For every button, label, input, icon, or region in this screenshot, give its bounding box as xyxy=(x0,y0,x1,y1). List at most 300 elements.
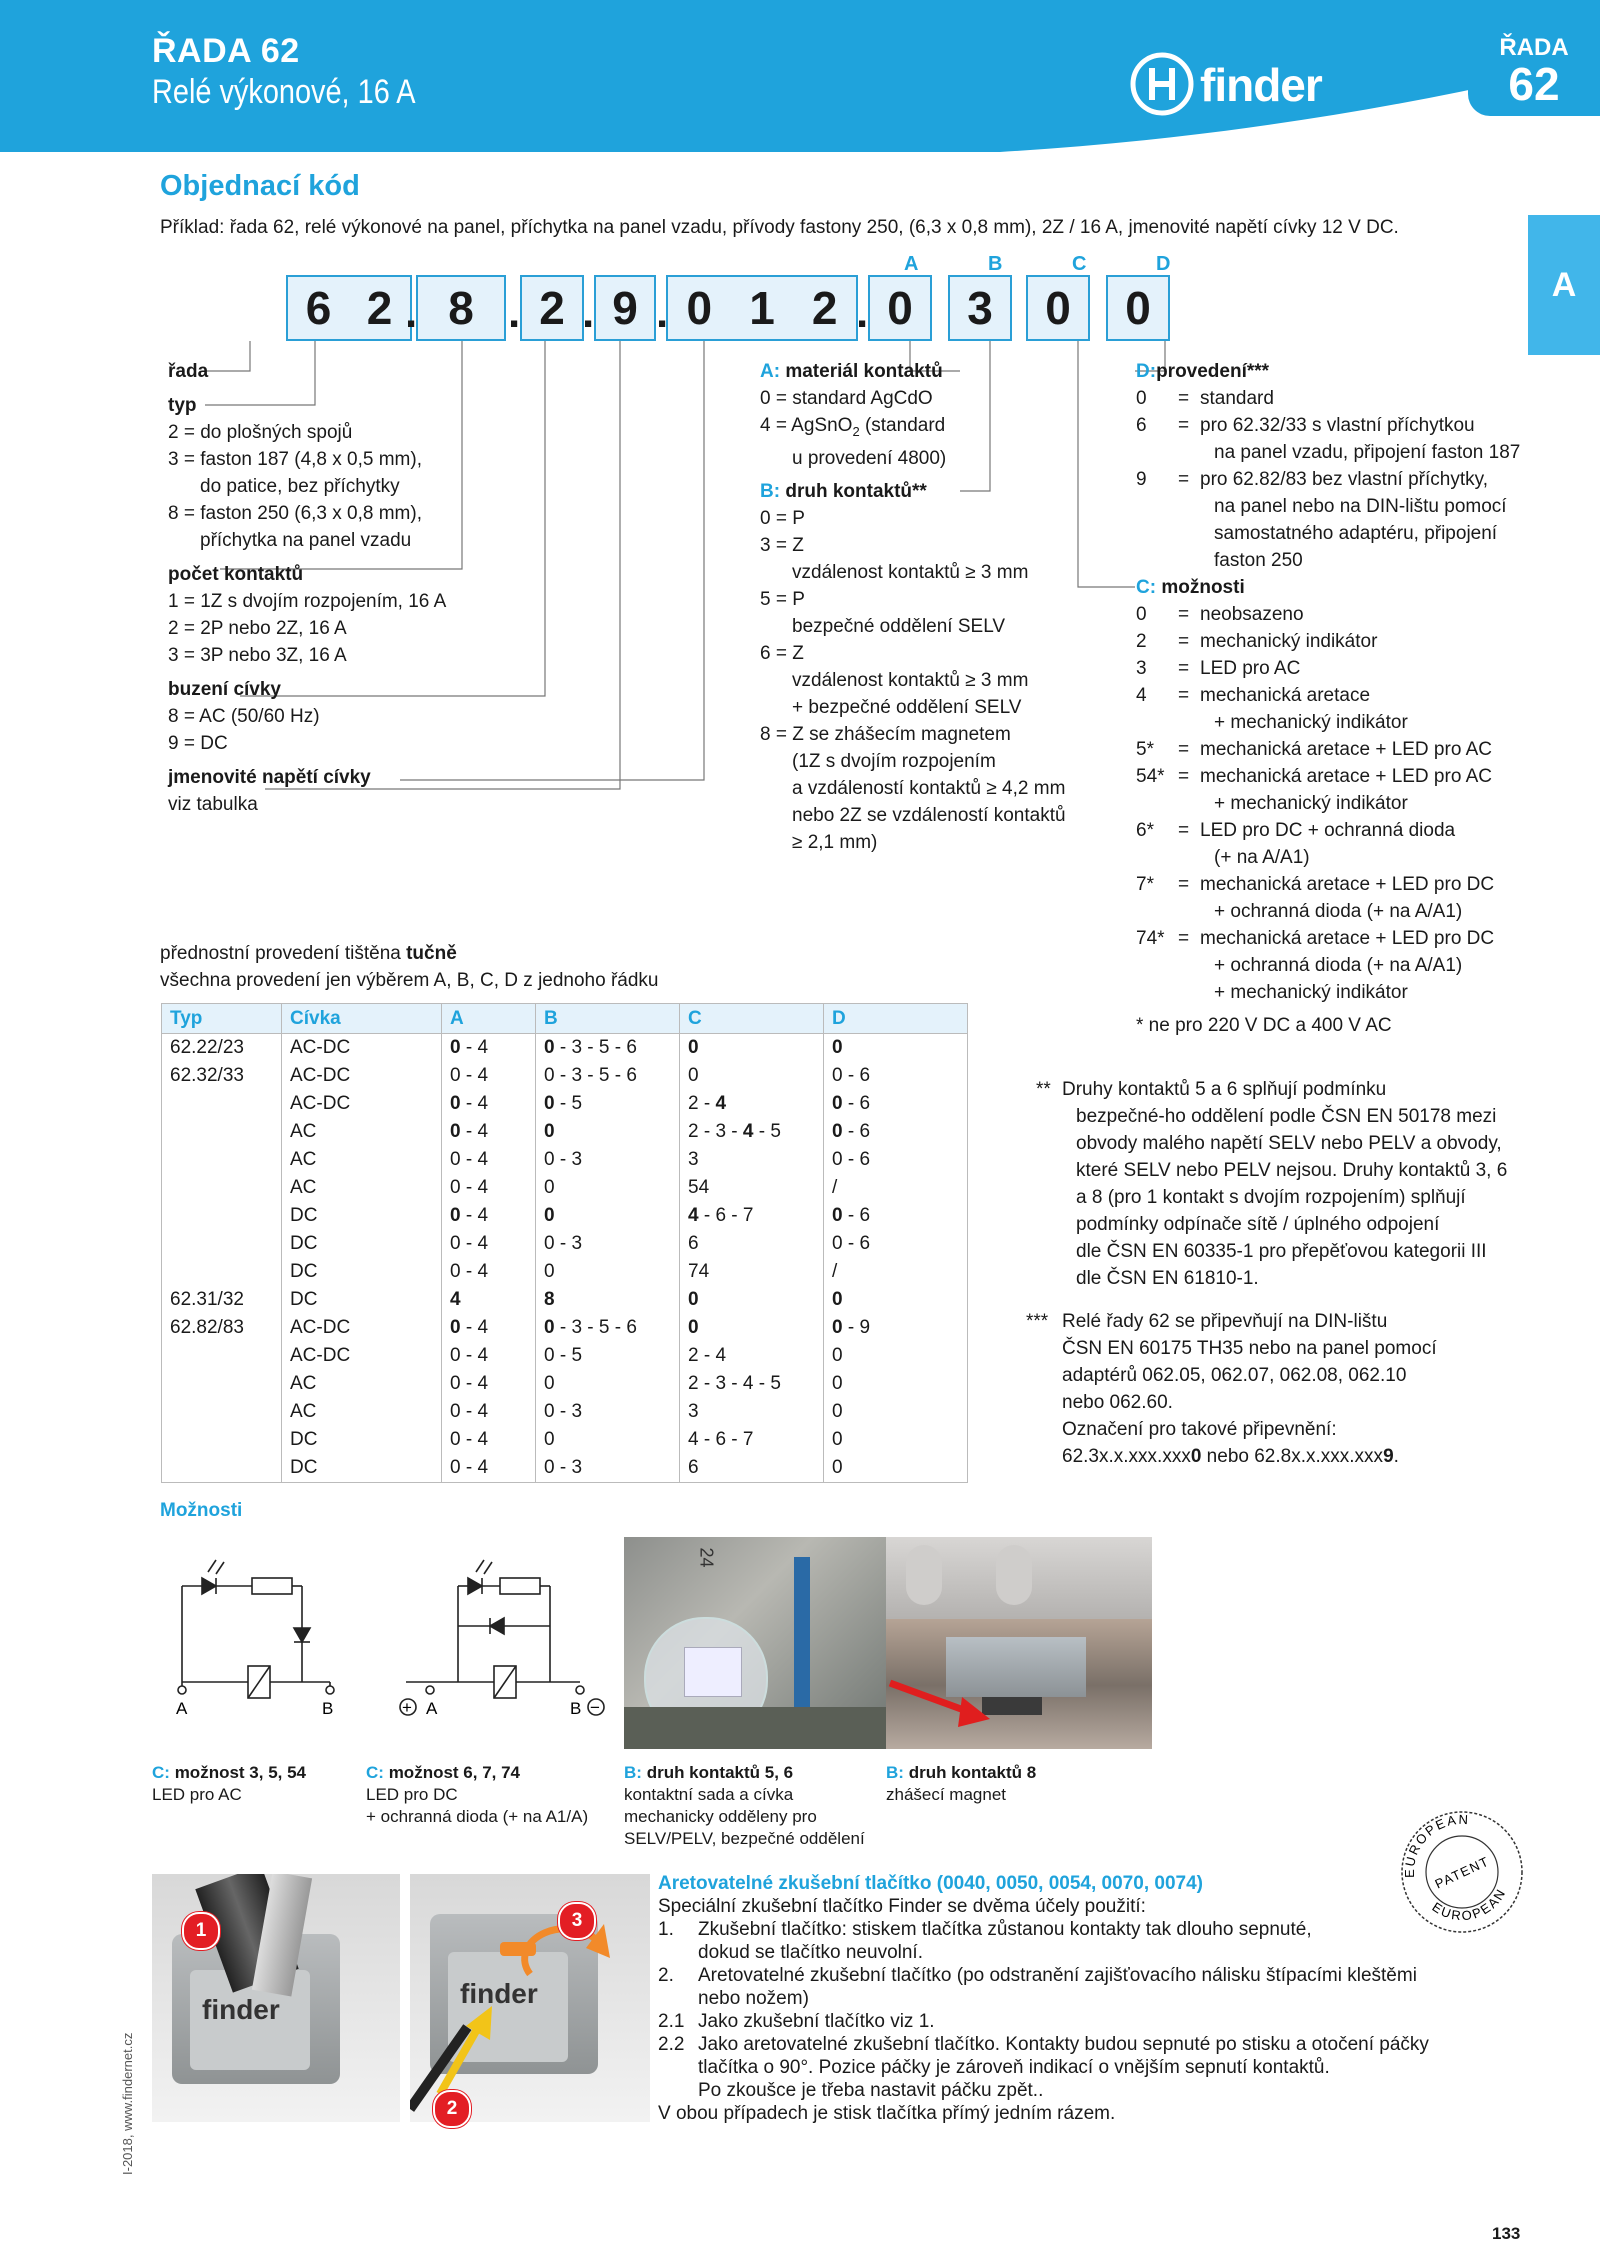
table-cell xyxy=(442,1146,536,1174)
table-header: Typ xyxy=(162,1004,282,1034)
table-cell xyxy=(536,1174,680,1202)
table-cell-text: 4 - 6 - 7 xyxy=(688,1429,754,1450)
table-cell-text: DC xyxy=(290,1289,318,1310)
aretace-item-line: dokud se tlačítko neuvolní. xyxy=(698,1942,923,1963)
table-header: Cívka xyxy=(282,1004,442,1034)
table-cell-text: DC xyxy=(290,1429,318,1450)
table-cell-bold: 0 xyxy=(832,1037,843,1058)
table-row xyxy=(162,1034,968,1063)
table-row xyxy=(162,1258,968,1286)
code-digit: 0 xyxy=(686,282,713,334)
caption-label: C: xyxy=(366,1763,384,1782)
note-line: podmínky odpínače sítě / úplného odpojení xyxy=(1076,1214,1440,1235)
table-cell xyxy=(680,1454,824,1483)
table-cell xyxy=(442,1370,536,1398)
c-item-value: mechanická aretace xyxy=(1200,685,1371,706)
table-cell-text: / xyxy=(832,1177,838,1198)
note-line: adaptérů 062.05, 062.07, 062.08, 062.10 xyxy=(1062,1365,1407,1386)
note-line: . xyxy=(1393,1446,1399,1467)
table-cell-text: 0 - 3 xyxy=(544,1233,583,1254)
caption-line: LED pro AC xyxy=(152,1785,242,1804)
table-cell-text: 0 - 5 xyxy=(544,1345,583,1366)
table-cell-text: 0 - 3 - 5 - 6 xyxy=(544,1065,637,1086)
table-cell xyxy=(680,1426,824,1454)
table-cell-text: 0 xyxy=(544,1261,555,1282)
table-cell xyxy=(536,1398,680,1426)
equals-sign: = xyxy=(1178,469,1190,490)
table-cell xyxy=(282,1454,442,1483)
b-item: nebo 2Z se vzdáleností kontaktů xyxy=(792,804,1066,826)
table-cell xyxy=(442,1398,536,1426)
table-cell-text: 0 - 4 xyxy=(450,1457,489,1478)
typ-item: 3 = faston 187 (4,8 x 0,5 mm), xyxy=(168,449,422,470)
aretace-intro: Speciální zkušební tlačítko Finder se dvěma účely použití: xyxy=(658,1896,1146,1917)
led-dc-circuit-diagram xyxy=(398,1550,628,1720)
table-cell-bold: 0 xyxy=(450,1093,461,1114)
caption-label: C: xyxy=(152,1763,170,1782)
b-item: 5 = P xyxy=(760,588,805,610)
table-cell-text: - 4 xyxy=(460,1093,489,1114)
table-cell-text: 0 - 4 xyxy=(450,1345,489,1366)
code-position-letter: A xyxy=(904,253,919,275)
table-cell xyxy=(162,1034,282,1063)
table-cell xyxy=(162,1146,282,1174)
plus-sign: + xyxy=(402,1698,412,1717)
table-cell xyxy=(282,1146,442,1174)
table-cell xyxy=(680,1342,824,1370)
table-cell xyxy=(824,1090,968,1118)
c-item-key: 2 xyxy=(1136,631,1147,652)
led-ac-circuit-diagram xyxy=(160,1550,380,1720)
table-cell xyxy=(162,1062,282,1090)
table-cell xyxy=(282,1174,442,1202)
aretace-item-number: 2.2 xyxy=(658,2034,685,2055)
table-cell xyxy=(442,1258,536,1286)
table-cell-text: - 5 xyxy=(753,1121,781,1142)
table-cell-text: 0 - 4 xyxy=(450,1373,489,1394)
pocet-label: počet kontaktů xyxy=(168,564,304,585)
table-cell xyxy=(680,1370,824,1398)
c-item-key: 3 xyxy=(1136,658,1147,679)
table-cell-text: - 4 xyxy=(460,1317,489,1338)
photo-label: 24 xyxy=(696,1547,717,1568)
moznosti-title: Možnosti xyxy=(160,1500,243,1521)
table-cell-bold: 0 xyxy=(688,1289,699,1310)
typ-item: 8 = faston 250 (6,3 x 0,8 mm), xyxy=(168,503,422,524)
right-legend xyxy=(1136,358,1536,1039)
table-cell-text: 74 xyxy=(688,1261,710,1282)
c-item xyxy=(1136,817,1536,871)
table-cell-text: - 4 xyxy=(460,1205,489,1226)
note-line: bezpečné-ho oddělení podle ČSN EN 50178 mezi xyxy=(1076,1106,1497,1127)
table-cell xyxy=(442,1118,536,1146)
aretace-item-line: Jako zkušební tlačítko viz 1. xyxy=(698,2011,935,2032)
table-cell xyxy=(282,1314,442,1342)
table-cell xyxy=(536,1146,680,1174)
code-separator: . xyxy=(405,288,418,337)
aretace-item-line: Jako aretovatelné zkušební tlačítko. Kontakty budou sepnuté po stisku a otočení páčky xyxy=(698,2034,1429,2055)
table-cell-text: - 6 - 7 xyxy=(698,1205,754,1226)
table-row xyxy=(162,1062,968,1090)
table-row xyxy=(162,1426,968,1454)
code-separator: . xyxy=(508,288,521,337)
table-cell-text: 0 - 4 xyxy=(450,1261,489,1282)
note-line: Druhy kontaktů 5 a 6 splňují podmínku xyxy=(1062,1079,1387,1100)
a-item: u provedení 4800) xyxy=(792,447,947,469)
seal-mid-text: PATENT xyxy=(1432,1853,1492,1892)
photo-caption xyxy=(624,1762,884,1850)
table-cell-text: AC xyxy=(290,1177,317,1198)
table-cell xyxy=(680,1258,824,1286)
table-cell-text: 2 - 3 - xyxy=(688,1121,743,1142)
test-button-photo-2 xyxy=(410,1874,650,2122)
pocet-item: 3 = 3P nebo 3Z, 16 A xyxy=(168,645,347,666)
c-item-value: + mechanický indikátor xyxy=(1214,793,1408,814)
table-cell xyxy=(162,1118,282,1146)
table-cell-text: DC xyxy=(290,1457,318,1478)
caption-line: + ochranná dioda (+ na A1/A) xyxy=(366,1807,589,1826)
relay-brand: finder xyxy=(460,1978,538,2009)
napeti-item: viz tabulka xyxy=(168,794,258,815)
left-legend xyxy=(168,358,468,818)
table-cell xyxy=(282,1090,442,1118)
napeti-label: jmenovité napětí cívky xyxy=(168,767,371,788)
aretace-item-line: Aretovatelné zkušební tlačítko (po odstranění zajišťovacího nálisku štípacími kleštěmi xyxy=(698,1965,1417,1986)
table-cell xyxy=(536,1426,680,1454)
table-cell xyxy=(536,1062,680,1090)
table-cell xyxy=(536,1202,680,1230)
note-mark: ** xyxy=(1036,1079,1051,1100)
code-digit: 6 xyxy=(305,282,332,334)
table-cell-text: 3 xyxy=(688,1149,699,1170)
buzeni-label: buzení cívky xyxy=(168,679,281,700)
table-cell-bold: 0 xyxy=(688,1317,699,1338)
table-row xyxy=(162,1454,968,1483)
table-cell xyxy=(680,1062,824,1090)
caption-line: kontaktní sada a cívka xyxy=(624,1785,794,1804)
b-item: + bezpečné oddělení SELV xyxy=(792,696,1022,718)
table-cell-text: - 4 xyxy=(460,1121,489,1142)
table-cell xyxy=(680,1090,824,1118)
photo-caption xyxy=(886,1762,1146,1806)
page-number: 133 xyxy=(1492,2224,1521,2243)
c-item-key: 54* xyxy=(1136,766,1165,787)
table-cell xyxy=(680,1174,824,1202)
table-header: A xyxy=(442,1004,536,1034)
b-item: vzdálenost kontaktů ≥ 3 mm xyxy=(792,669,1029,691)
table-cell-text: AC xyxy=(290,1149,317,1170)
table-cell-text: 0 - 6 xyxy=(832,1233,871,1254)
table-cell xyxy=(162,1258,282,1286)
b-item: ≥ 2,1 mm) xyxy=(792,831,878,853)
table-cell-text: 2 - 4 xyxy=(688,1345,727,1366)
buzeni-item: 8 = AC (50/60 Hz) xyxy=(168,706,320,727)
table-cell-text: 0 xyxy=(832,1373,843,1394)
table-cell xyxy=(162,1230,282,1258)
note-line: dle ČSN EN 60335-1 pro přepěťovou kategorii III xyxy=(1076,1241,1487,1262)
series-title: ŘADA 62 xyxy=(152,32,300,70)
table-cell-bold: 0 xyxy=(544,1093,555,1114)
b-item: a vzdáleností kontaktů ≥ 4,2 mm xyxy=(792,777,1066,799)
c-item-value: + ochranná dioda (+ na A/A1) xyxy=(1214,955,1463,976)
table-cell-text: - 3 - 5 - 6 xyxy=(554,1037,637,1058)
table-cell-text: 0 - 3 xyxy=(544,1457,583,1478)
table-cell xyxy=(162,1398,282,1426)
table-cell-text: - 6 xyxy=(842,1205,871,1226)
d-item-key: 0 xyxy=(1136,388,1147,409)
table-cell-text: 0 - 4 xyxy=(450,1401,489,1422)
c-item-key: 6* xyxy=(1136,820,1154,841)
b-label: B: xyxy=(760,480,781,502)
table-cell xyxy=(680,1230,824,1258)
table-cell xyxy=(824,1314,968,1342)
aretace-item-number: 1. xyxy=(658,1919,674,1940)
table-cell xyxy=(442,1342,536,1370)
table-cell xyxy=(162,1454,282,1483)
c-item-value: + mechanický indikátor xyxy=(1214,712,1408,733)
table-cell xyxy=(824,1118,968,1146)
b-item: 6 = Z xyxy=(760,642,804,664)
table-cell-text: - 9 xyxy=(842,1317,871,1338)
table-cell-bold: 0 xyxy=(450,1121,461,1142)
aretace-section xyxy=(658,1872,1498,2125)
note-bold: 0 xyxy=(1190,1446,1202,1467)
brand-name: finder xyxy=(1200,59,1322,111)
caption-line: zhášecí magnet xyxy=(886,1785,1007,1804)
table-cell-text: 0 xyxy=(688,1065,699,1086)
table-cell xyxy=(162,1314,282,1342)
table-cell xyxy=(442,1174,536,1202)
table-cell-bold: 0 xyxy=(688,1037,699,1058)
aretace-item xyxy=(658,2033,1498,2102)
table-cell xyxy=(536,1258,680,1286)
c-item-value: mechanická aretace + LED pro AC xyxy=(1200,766,1493,787)
c-item-value: (+ na A/A1) xyxy=(1214,847,1310,868)
table-cell-text: 0 - 4 xyxy=(450,1233,489,1254)
table-intro-text: přednostní provedení tištěna xyxy=(160,943,407,964)
table-cell-bold: 0 xyxy=(544,1121,555,1142)
code-digit: 8 xyxy=(448,282,474,334)
c-item-key: 0 xyxy=(1136,604,1147,625)
example-text: Příklad: řada 62, relé výkonové na panel, příchytka na panel vzadu, přívody fastony 250, (6,3 x 0,8 mm), 2Z / 16 A, jmenovité napětí cívky 12 V DC. xyxy=(160,217,1399,238)
typ-item: 2 = do plošných spojů xyxy=(168,422,353,443)
table-cell xyxy=(162,1426,282,1454)
table-cell-text: 62.82/83 xyxy=(170,1317,244,1338)
c-item xyxy=(1136,655,1536,682)
table-cell-text: AC-DC xyxy=(290,1093,351,1114)
c-item-key: 4 xyxy=(1136,685,1147,706)
aretace-title: Aretovatelné zkušební tlačítko (0040, 0050, 0054, 0070, 0074) xyxy=(658,1873,1203,1894)
table-cell-text: 0 xyxy=(832,1345,843,1366)
table-header: D xyxy=(824,1004,968,1034)
equals-sign: = xyxy=(1178,631,1190,652)
table-cell-text: - 4 xyxy=(460,1037,489,1058)
note-double-star xyxy=(1036,1076,1556,1292)
pocet-item: 2 = 2P nebo 2Z, 16 A xyxy=(168,618,347,639)
table-cell-bold: 0 xyxy=(450,1317,461,1338)
table-cell-text: 0 xyxy=(832,1429,843,1450)
d-title: provedení*** xyxy=(1156,361,1270,382)
equals-sign: = xyxy=(1178,658,1190,679)
c-item-value: LED pro AC xyxy=(1200,658,1301,679)
table-cell-text: - 6 xyxy=(842,1121,871,1142)
note-line: 62.3x.x.xxx.xxx xyxy=(1062,1446,1191,1467)
table-cell-bold: 0 xyxy=(832,1121,843,1142)
b-item: bezpečné oddělení SELV xyxy=(792,615,1006,637)
table-row xyxy=(162,1146,968,1174)
seal-top-text: EUROPEAN xyxy=(1401,1811,1471,1879)
test-button-photo-1 xyxy=(152,1874,400,2122)
table-cell-bold: 8 xyxy=(544,1289,555,1310)
table-cell xyxy=(442,1286,536,1314)
table-cell-bold: 4 xyxy=(450,1289,461,1310)
table-cell-text: 0 - 4 xyxy=(450,1149,489,1170)
table-cell xyxy=(536,1090,680,1118)
c-item-value: mechanický indikátor xyxy=(1200,631,1378,652)
table-cell xyxy=(442,1454,536,1483)
table-cell-text: 0 xyxy=(832,1401,843,1422)
table-intro xyxy=(160,940,659,994)
c-item-key: 74* xyxy=(1136,928,1165,949)
table-cell xyxy=(824,1342,968,1370)
d-label: D: xyxy=(1136,361,1157,382)
aretace-item-line: Zkušební tlačítko: stiskem tlačítka zůstanou kontakty tak dlouho sepnuté, xyxy=(698,1919,1312,1940)
c-title: možnosti xyxy=(1161,577,1245,598)
c-item xyxy=(1136,628,1536,655)
d-item-value: na panel nebo na DIN-lištu pomocí xyxy=(1214,496,1507,517)
table-cell xyxy=(162,1342,282,1370)
table-cell xyxy=(824,1146,968,1174)
table-cell xyxy=(442,1426,536,1454)
table-cell xyxy=(282,1062,442,1090)
a-item: (standard xyxy=(859,415,946,436)
table-cell-text: - 5 xyxy=(554,1093,583,1114)
caption-title: druh kontaktů 5, 6 xyxy=(646,1763,794,1782)
caption-line: LED pro DC xyxy=(366,1785,458,1804)
aretace-item xyxy=(658,1964,1498,2010)
a-item-subscript: 2 xyxy=(852,423,860,439)
step-badge: 2 xyxy=(433,2090,471,2128)
d-item-value: pro 62.32/33 s vlastní příchytkou xyxy=(1200,415,1475,436)
table-cell xyxy=(442,1034,536,1063)
note-line: které SELV nebo PELV nejsou. Druhy kontaktů 3, 6 xyxy=(1076,1160,1508,1181)
note-line: nebo 62.8x.x.xxx.xxx xyxy=(1201,1446,1384,1467)
typ-item: příchytka na panel vzadu xyxy=(200,530,412,551)
terminal-b-label: B xyxy=(570,1699,582,1718)
table-cell xyxy=(536,1230,680,1258)
seal-bottom-text: EUROPEAN xyxy=(1429,1885,1509,1924)
table-row xyxy=(162,1398,968,1426)
table-header: B xyxy=(536,1004,680,1034)
table-row xyxy=(162,1230,968,1258)
table-cell-bold: 0 xyxy=(544,1317,555,1338)
terminal-a-label: A xyxy=(176,1699,188,1718)
table-cell-text: DC xyxy=(290,1261,318,1282)
d-item xyxy=(1136,412,1536,466)
aretace-item xyxy=(658,2010,1498,2033)
table-cell-text: AC xyxy=(290,1373,317,1394)
code-separator: . xyxy=(656,288,669,337)
table-cell-text: 0 xyxy=(544,1177,555,1198)
note-line: Označení pro takové připevnění: xyxy=(1062,1419,1337,1440)
middle-legend xyxy=(760,358,1100,856)
code-position-letter: B xyxy=(988,253,1003,275)
table-cell xyxy=(680,1118,824,1146)
code-digit: 3 xyxy=(967,282,993,334)
caption-line: mechanicky odděleny pro xyxy=(624,1807,817,1826)
photo-caption xyxy=(366,1762,626,1828)
table-cell xyxy=(824,1174,968,1202)
aretace-item-number: 2. xyxy=(658,1965,674,1986)
section-title: Objednací kód xyxy=(160,170,360,202)
table-cell xyxy=(536,1118,680,1146)
table-row xyxy=(162,1118,968,1146)
table-cell-text: 2 - 3 - 4 - 5 xyxy=(688,1373,781,1394)
c-item-value: LED pro DC + ochranná dioda xyxy=(1200,820,1456,841)
table-cell xyxy=(680,1202,824,1230)
code-digit: 0 xyxy=(1045,282,1071,334)
caption-title: druh kontaktů 8 xyxy=(908,1763,1037,1782)
table-cell-text: 0 xyxy=(832,1457,843,1478)
table-cell-text: 0 - 6 xyxy=(832,1065,871,1086)
table-row xyxy=(162,1090,968,1118)
table-cell-text: 54 xyxy=(688,1177,710,1198)
c-item xyxy=(1136,871,1536,925)
series-tab-number: 62 xyxy=(1508,58,1560,110)
table-cell-bold: 4 xyxy=(742,1121,754,1142)
table-cell-text: 6 xyxy=(688,1457,699,1478)
code-digit: 2 xyxy=(811,282,838,334)
note-line: Relé řady 62 se připevňují na DIN-lištu xyxy=(1062,1311,1388,1332)
note-line: dle ČSN EN 61810-1. xyxy=(1076,1268,1259,1289)
table-cell-bold: 0 xyxy=(832,1289,843,1310)
note-triple-star xyxy=(1026,1308,1546,1470)
aretace-outro: V obou případech je stisk tlačítka přímý jedním rázem. xyxy=(658,2103,1116,2124)
table-cell xyxy=(162,1090,282,1118)
section-side-tab: A xyxy=(1528,215,1600,355)
code-separator: . xyxy=(582,288,595,337)
b-item: 3 = Z xyxy=(760,534,804,556)
code-digit: 0 xyxy=(1125,282,1151,334)
terminal-a-label: A xyxy=(426,1699,438,1718)
code-digit: 2 xyxy=(366,282,393,334)
table-cell xyxy=(824,1230,968,1258)
table-cell xyxy=(824,1454,968,1483)
table-cell xyxy=(282,1230,442,1258)
table-cell-bold: 4 xyxy=(715,1093,727,1114)
table-cell-text: AC-DC xyxy=(290,1317,351,1338)
a-item: 0 = standard AgCdO xyxy=(760,388,933,409)
c-item-key: 5* xyxy=(1136,739,1154,760)
note-line: ČSN EN 60175 TH35 nebo na panel pomocí xyxy=(1062,1338,1437,1359)
equals-sign: = xyxy=(1178,415,1190,436)
equals-sign: = xyxy=(1178,685,1190,706)
table-cell-text: 2 - xyxy=(688,1093,716,1114)
table-cell-text: 0 xyxy=(544,1429,555,1450)
table-cell xyxy=(680,1398,824,1426)
table-cell-bold: 0 xyxy=(450,1037,461,1058)
c-item-key: 7* xyxy=(1136,874,1154,895)
table-row xyxy=(162,1342,968,1370)
c-item-value: mechanická aretace + LED pro DC xyxy=(1200,928,1495,949)
step-badge: 3 xyxy=(558,1902,596,1940)
table-cell xyxy=(824,1398,968,1426)
table-cell-text: 0 - 3 xyxy=(544,1149,583,1170)
table-cell-text: 0 - 4 xyxy=(450,1429,489,1450)
b-item: 0 = P xyxy=(760,507,805,529)
series-subtitle: Relé výkonové, 16 A xyxy=(152,73,416,111)
table-cell-text: 62.31/32 xyxy=(170,1289,244,1310)
